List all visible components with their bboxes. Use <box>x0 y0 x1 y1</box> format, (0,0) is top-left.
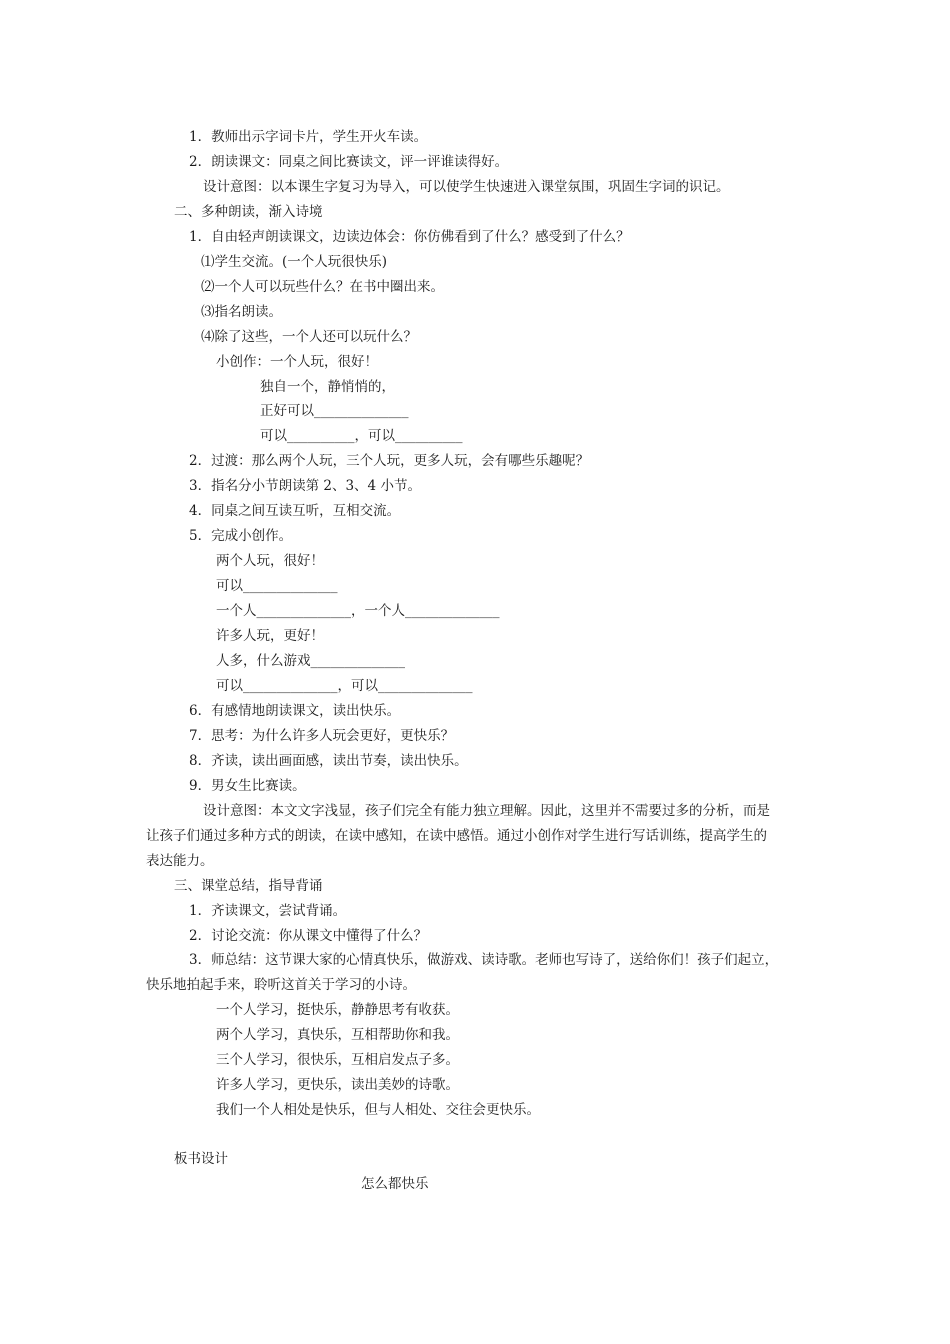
sub-item-1: ⑴学生交流。(一个人玩很快乐) <box>201 254 388 270</box>
sec2-step-4: 4．同桌之间互读互听，互相交流。 <box>189 503 401 519</box>
step-1-text: 1．教师出示字词卡片，学生开火车读。 <box>189 129 428 145</box>
design-intent-2-line-2: 让孩子们通过多种方式的朗读，在读中感知，在读中感悟。通过小创作对学生进行写话训练，提高学生的 <box>146 828 767 844</box>
sec3-step-1: 1．齐读课文，尝试背诵。 <box>189 903 347 919</box>
sub-item-3: ⑶指名朗读。 <box>201 304 282 320</box>
sec2-step-2: 2．过渡：那么两个人玩，三个人玩，更多人玩，会有哪些乐趣呢？ <box>189 453 590 469</box>
sec3-step-3-line-2: 快乐地拍起手来，聆听这首关于学习的小诗。 <box>146 977 416 993</box>
step-2-text: 2．朗读课文：同桌之间比赛读文，评一评谁读得好。 <box>189 154 509 170</box>
design-intent-2-line-3: 表达能力。 <box>146 853 214 869</box>
creation-2-line-3: 一个人______________，一个人______________ <box>216 603 500 619</box>
creation-1-title: 小创作：一个人玩，很好！ <box>216 354 378 370</box>
sec2-step-8: 8．齐读，读出画面感，读出节奏，读出快乐。 <box>189 753 468 769</box>
design-intent-1: 设计意图：以本课生字复习为导入，可以使学生快速进入课堂氛围，巩固生字词的识记。 <box>203 179 730 195</box>
sec2-step-7: 7．思考：为什么许多人玩会更好，更快乐？ <box>189 728 455 744</box>
sec2-step-5: 5．完成小创作。 <box>189 528 293 544</box>
poem-line-5: 我们一个人相处是快乐，但与人相处、交往会更快乐。 <box>216 1102 540 1118</box>
section-2-heading: 二、多种朗读，渐入诗境 <box>174 204 323 220</box>
sec2-step-1: 1．自由轻声朗读课文，边读边体会：你仿佛看到了什么？感受到了什么？ <box>189 229 630 245</box>
poem-line-4: 许多人学习，更快乐，读出美妙的诗歌。 <box>216 1077 459 1093</box>
board-design-title: 怎么都快乐 <box>361 1176 429 1192</box>
sec2-step-6: 6．有感情地朗读课文，读出快乐。 <box>189 703 401 719</box>
sec2-step-9: 9．男女生比赛读。 <box>189 778 306 794</box>
sec3-step-2: 2．讨论交流：你从课文中懂得了什么？ <box>189 928 428 944</box>
poem-line-1: 一个人学习，挺快乐，静静思考有收获。 <box>216 1002 459 1018</box>
sec2-step-3: 3．指名分小节朗读第 2、3、4 小节。 <box>189 478 421 494</box>
creation-2-line-6: 可以______________，可以______________ <box>216 678 473 694</box>
board-design-heading: 板书设计 <box>174 1151 228 1167</box>
poem-line-3: 三个人学习，很快乐，互相启发点子多。 <box>216 1052 459 1068</box>
creation-1-line-3: 可以__________，可以__________ <box>260 428 463 444</box>
design-intent-2-line-1: 设计意图：本文文字浅显，孩子们完全有能力独立理解。因此，这里并不需要过多的分析，而是 <box>203 803 770 819</box>
creation-1-line-1: 独自一个，静悄悄的， <box>260 379 395 395</box>
creation-2-line-2: 可以______________ <box>216 578 338 594</box>
sub-item-4: ⑷除了这些，一个人还可以玩什么？ <box>201 329 417 345</box>
creation-2-line-1: 两个人玩，很好！ <box>216 553 324 569</box>
poem-line-2: 两个人学习，真快乐，互相帮助你和我。 <box>216 1027 459 1043</box>
creation-2-line-4: 许多人玩，更好！ <box>216 628 324 644</box>
sec3-step-3-line-1: 3．师总结：这节课大家的心情真快乐，做游戏、读诗歌。老师也写诗了，送给你们！孩子们起立， <box>189 952 779 968</box>
sub-item-2: ⑵一个人可以玩些什么？在书中圈出来。 <box>201 279 444 295</box>
creation-1-line-2: 正好可以______________ <box>260 403 409 419</box>
creation-2-line-5: 人多，什么游戏______________ <box>216 653 405 669</box>
section-3-heading: 三、课堂总结，指导背诵 <box>174 878 323 894</box>
